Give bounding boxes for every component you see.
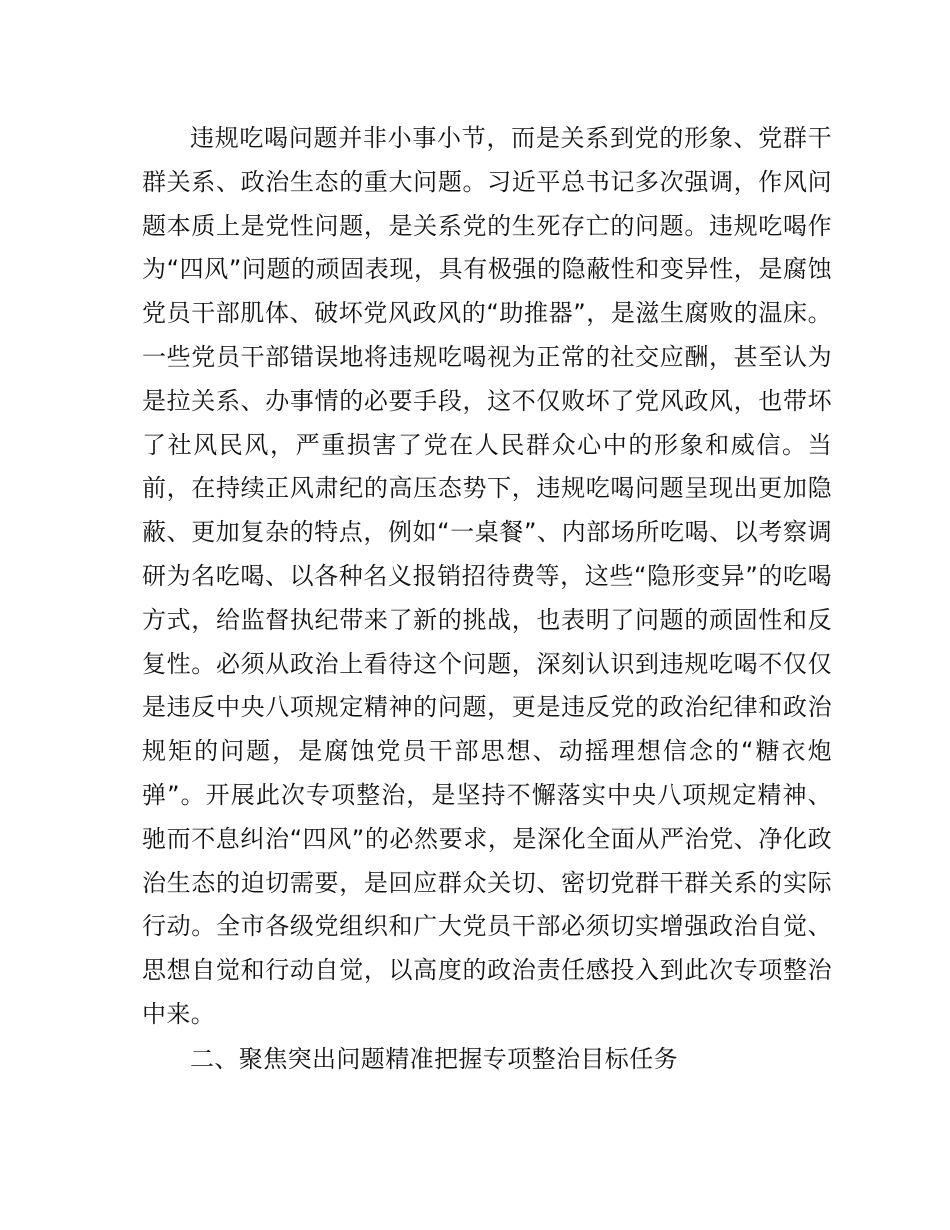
section-heading: 二、聚焦突出问题精准把握专项整治目标任务 <box>190 1045 678 1073</box>
body-paragraph: 违规吃喝问题并非小事小节，而是关系到党的形象、党群干群关系、政治生态的重大问题。习近平总书记多次强调，作风问题本质上是党性问题，是关系党的生死存亡的问题。违规吃喝作为“四风”问题的顽固表现，具有极强的隐蔽性和变异性，是腐蚀党员干部肌体、破坏党风政风的“助推器”，是滋生腐败的温床。一些党员干部错误地将违规吃喝视为正常的社交应酬，甚至认为是拉关系、办事情的必要手段，这不仅败坏了党风政风，也带坏了社风民风，严重损害了党在人民群众心中的形象和威信。当前，在持续正风肃纪的高压态势下，违规吃喝问题呈现出更加隐蔽、更加复杂的特点，例如“一桌餐”、内部场所吃喝、以考察调研为名吃喝、以各种名义报销招待费等，这些“隐形变异”的吃喝方式，给监督执纪带来了新的挑战，也表明了问题的顽固性和反复性。必须从政治上看待这个问题，深刻认识到违规吃喝不仅仅是违反中央八项规定精神的问题，更是违反党的政治纪律和政治规矩的问题，是腐蚀党员干部思想、动摇理想信念的“糖衣炮弹”。开展此次专项整治，是坚持不懈落实中央八项规定精神、驰而不息纠治“四风”的必然要求，是深化全面从严治党、净化政治生态的迫切需要，是回应群众关切、密切党群干群关系的实际行动。全市各级党组织和广大党员干部必须切实增强政治自觉、思想自觉和行动自觉，以高度的政治责任感投入到此次专项整治中来。 <box>142 124 832 1028</box>
